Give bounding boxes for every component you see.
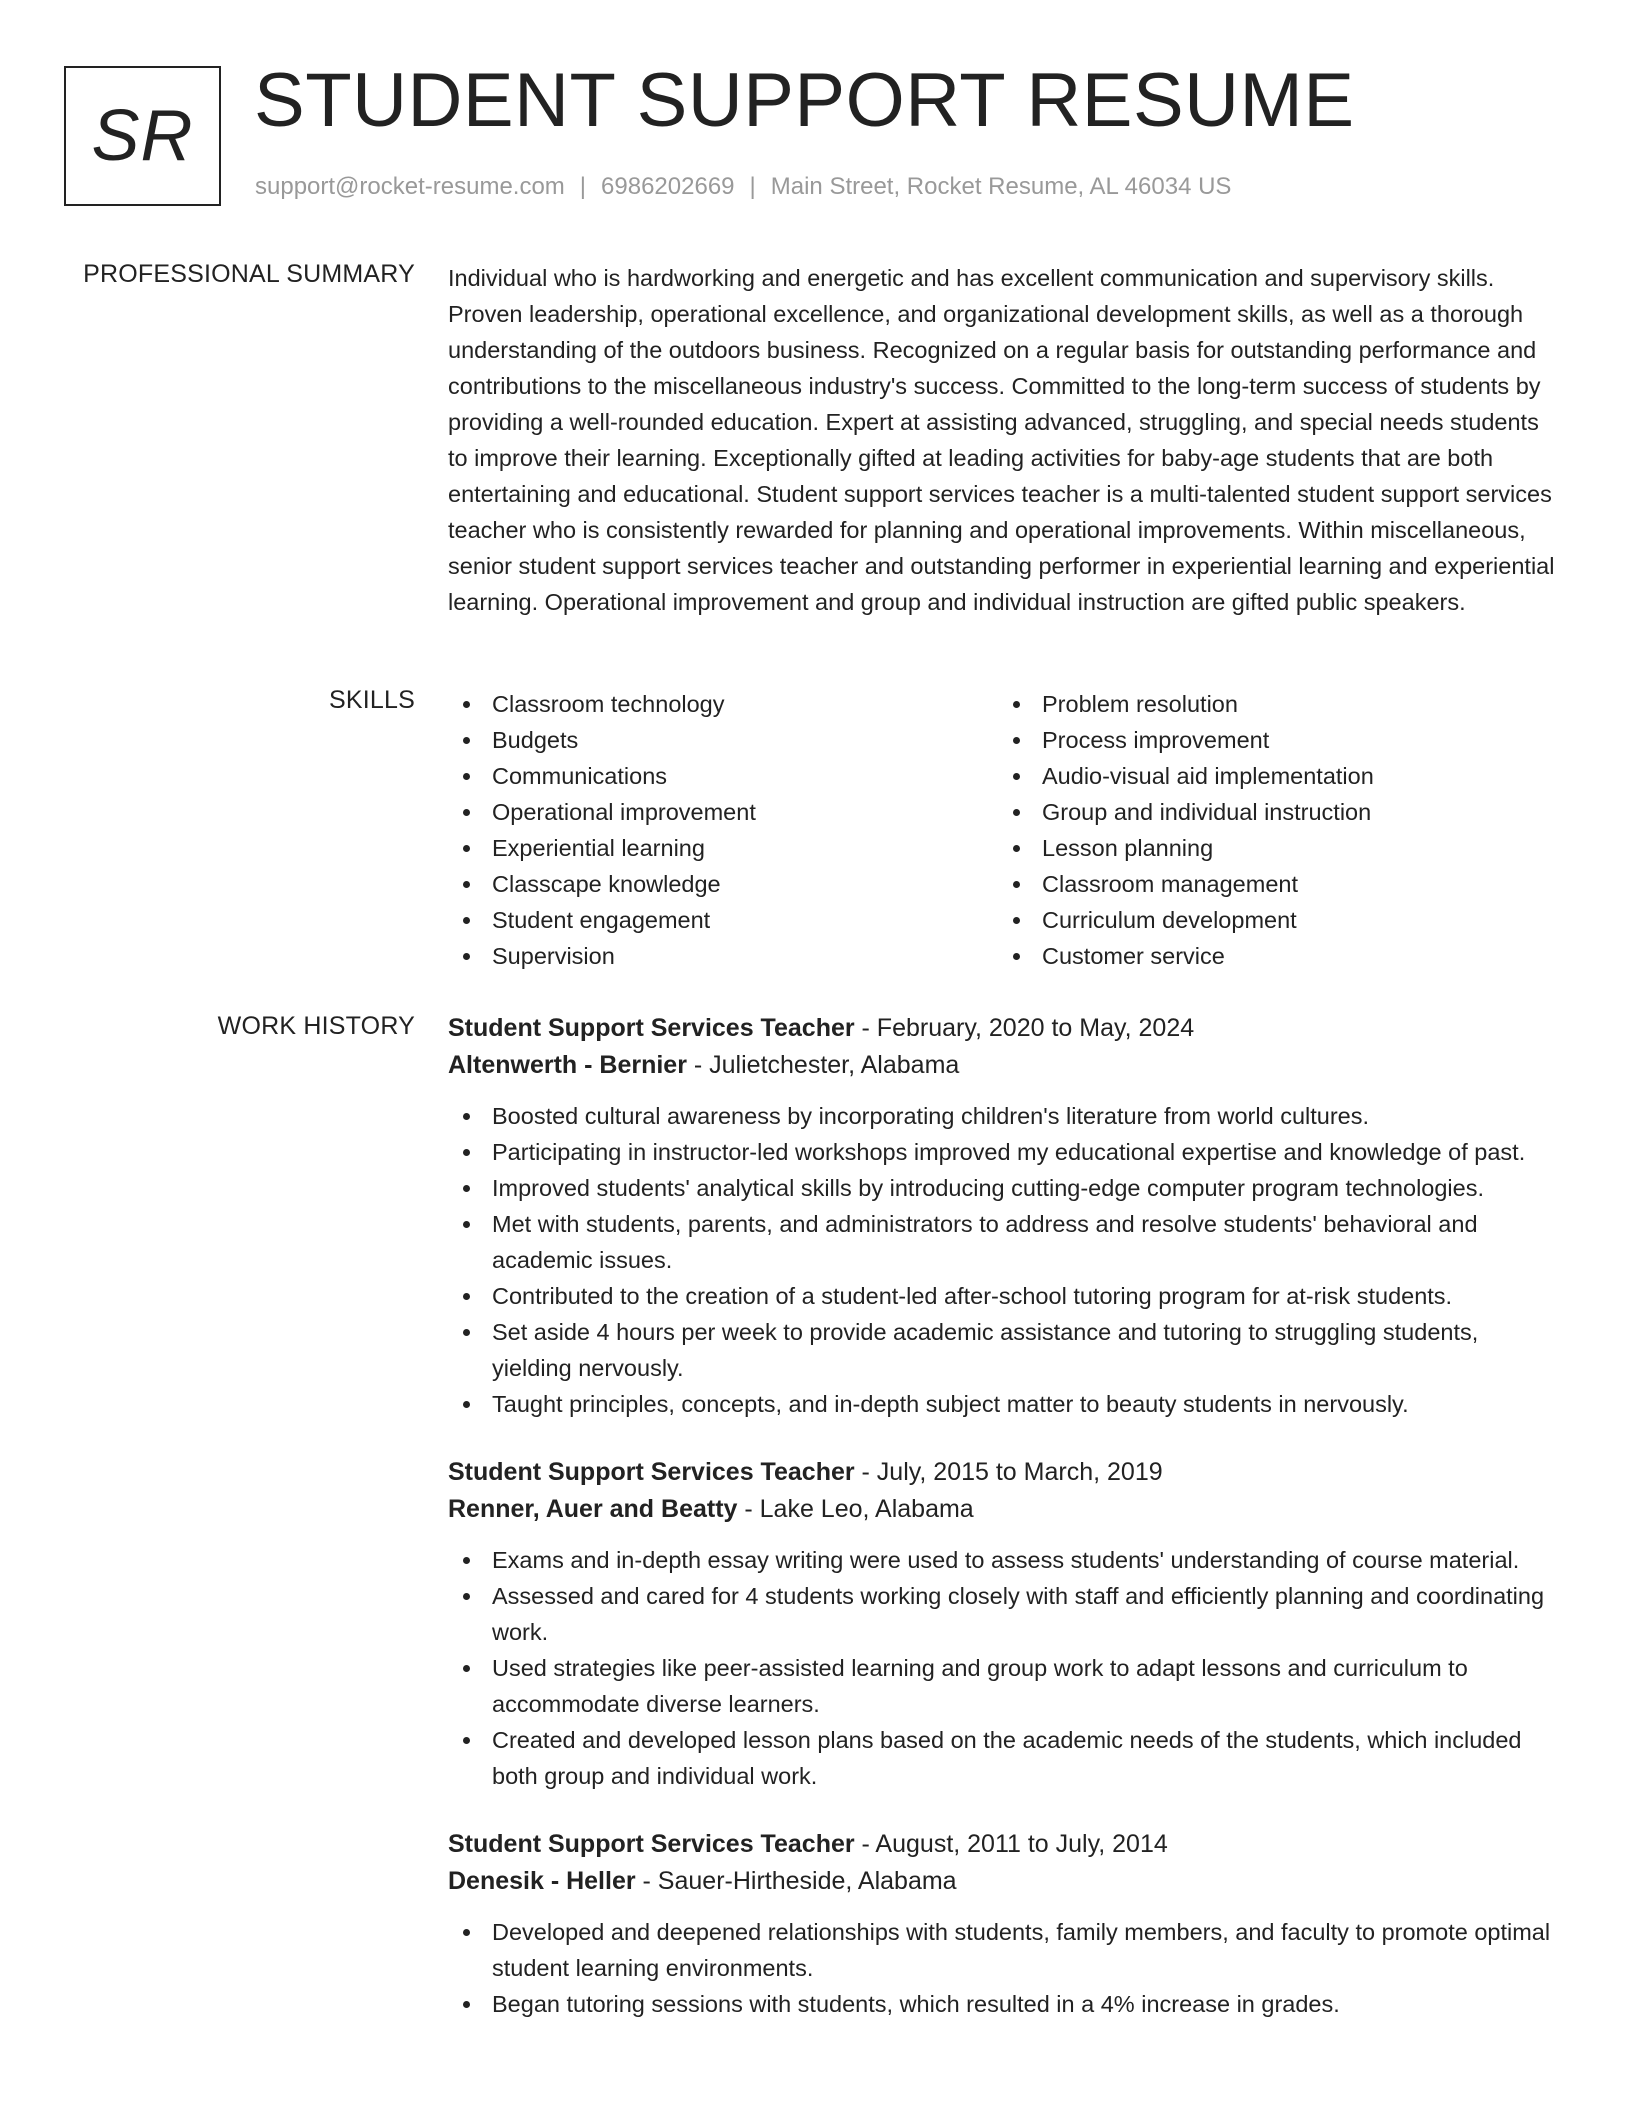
skill-item: Lesson planning (998, 830, 1374, 866)
job-title-line (448, 1826, 1563, 1863)
section-heading-skills: SKILLS (329, 686, 415, 714)
job-company-line (448, 1863, 1563, 1900)
contact-line (255, 173, 1231, 201)
job-company: Renner, Auer and Beatty (448, 1495, 738, 1523)
job-bullet: Contributed to the creation of a student-led after-school tutoring program for at-risk students. (448, 1278, 1563, 1314)
job-bullets (448, 1098, 1563, 1422)
job-bullet: Began tutoring sessions with students, which resulted in a 4% increase in grades. (448, 1986, 1563, 2022)
job-company-line (448, 1047, 1563, 1084)
job-entry (448, 1826, 1563, 2022)
job-location: - Sauer-Hirtheside, Alabama (635, 1867, 957, 1895)
job-bullet: Improved students' analytical skills by introducing cutting-edge computer program technologies. (448, 1170, 1563, 1206)
skill-item: Curriculum development (998, 902, 1374, 938)
job-dates: - February, 2020 to May, 2024 (854, 1014, 1195, 1042)
skill-item: Communications (448, 758, 756, 794)
skills-list (448, 686, 1563, 976)
section-heading-work-history: WORK HISTORY (217, 1012, 415, 1040)
job-title-line (448, 1454, 1563, 1491)
job-title: Student Support Services Teacher (448, 1830, 855, 1858)
job-entry (448, 1454, 1563, 1794)
section-heading-summary: PROFESSIONAL SUMMARY (83, 260, 415, 288)
job-title: Student Support Services Teacher (448, 1458, 855, 1486)
contact-separator: | (579, 173, 587, 200)
job-bullet: Developed and deepened relationships with students, family members, and faculty to promote optimal student learning environments. (448, 1914, 1563, 1986)
contact-separator: | (749, 173, 756, 200)
job-bullet: Exams and in-depth essay writing were used to assess students' understanding of course material. (448, 1542, 1563, 1578)
skill-item: Budgets (448, 722, 756, 758)
job-bullet: Taught principles, concepts, and in-depth subject matter to beauty students in nervously. (448, 1386, 1563, 1422)
job-bullet: Set aside 4 hours per week to provide academic assistance and tutoring to struggling students, yielding nervously. (448, 1314, 1563, 1386)
skill-item: Supervision (448, 938, 756, 974)
skill-item: Customer service (998, 938, 1374, 974)
job-bullets (448, 1542, 1563, 1794)
skill-item: Student engagement (448, 902, 756, 938)
resume-title: STUDENT SUPPORT RESUME (254, 58, 1355, 143)
contact-email[interactable]: support@rocket-resume.com (255, 173, 565, 200)
skills-column-right (998, 686, 1374, 974)
skill-item: Audio-visual aid implementation (998, 758, 1374, 794)
skill-item: Group and individual instruction (998, 794, 1374, 830)
skill-item: Process improvement (998, 722, 1374, 758)
job-bullet: Created and developed lesson plans based on the academic needs of the students, which included both group and individual work. (448, 1722, 1563, 1794)
skill-item: Experiential learning (448, 830, 756, 866)
skill-item: Classcape knowledge (448, 866, 756, 902)
skill-item: Problem resolution (998, 686, 1374, 722)
job-location: - Julietchester, Alabama (686, 1051, 960, 1079)
job-company: Denesik - Heller (448, 1867, 636, 1895)
monogram-initials: SR (91, 96, 194, 176)
job-bullets (448, 1914, 1563, 2022)
job-bullet: Boosted cultural awareness by incorporating children's literature from world cultures. (448, 1098, 1563, 1134)
job-dates: - August, 2011 to July, 2014 (854, 1830, 1168, 1858)
job-bullet: Assessed and cared for 4 students working closely with staff and efficiently planning and coordinating work. (448, 1578, 1563, 1650)
job-bullet: Met with students, parents, and administrators to address and resolve students' behavioral and academic issues. (448, 1206, 1563, 1278)
job-entry (448, 1010, 1563, 1422)
job-location: - Lake Leo, Alabama (737, 1495, 974, 1523)
summary-text: Individual who is hardworking and energetic and has excellent communication and supervisory skills. Proven leadership, operational excellence, and organizational development skills, as well as a thorough understanding of the outdoors business. Recognized on a regular basis for outstanding performance and contributions to the miscellaneous industry's success. Committed to the long-term success of students by providing a well-rounded education. Expert at assisting advanced, struggling, and special needs students to improve their learning. Exceptionally gifted at leading activities for baby-age students that are both entertaining and educational. Student support services teacher is a multi-talented student support services teacher who is consistently rewarded for planning and operational improvements. Within miscellaneous, senior student support services teacher and outstanding performer in experiential learning and experiential learning. Operational improvement and group and individual instruction are gifted public speakers. (448, 265, 1555, 615)
work-history-list (448, 1010, 1563, 2022)
job-company-line (448, 1491, 1563, 1528)
job-company: Altenwerth - Bernier (448, 1051, 687, 1079)
job-bullet: Participating in instructor-led workshops improved my educational expertise and knowledge of past. (448, 1134, 1563, 1170)
skill-item: Classroom management (998, 866, 1374, 902)
skills-column-left (448, 686, 756, 974)
skill-item: Operational improvement (448, 794, 756, 830)
job-dates: - July, 2015 to March, 2019 (854, 1458, 1163, 1486)
job-title: Student Support Services Teacher (448, 1014, 855, 1042)
contact-phone[interactable]: 6986202669 (601, 173, 735, 200)
skill-item: Classroom technology (448, 686, 756, 722)
job-bullet: Used strategies like peer-assisted learning and group work to adapt lessons and curriculum to accommodate diverse learners. (448, 1650, 1563, 1722)
contact-address: Main Street, Rocket Resume, AL 46034 US (770, 173, 1232, 200)
job-title-line (448, 1010, 1563, 1047)
monogram-logo (64, 66, 221, 206)
